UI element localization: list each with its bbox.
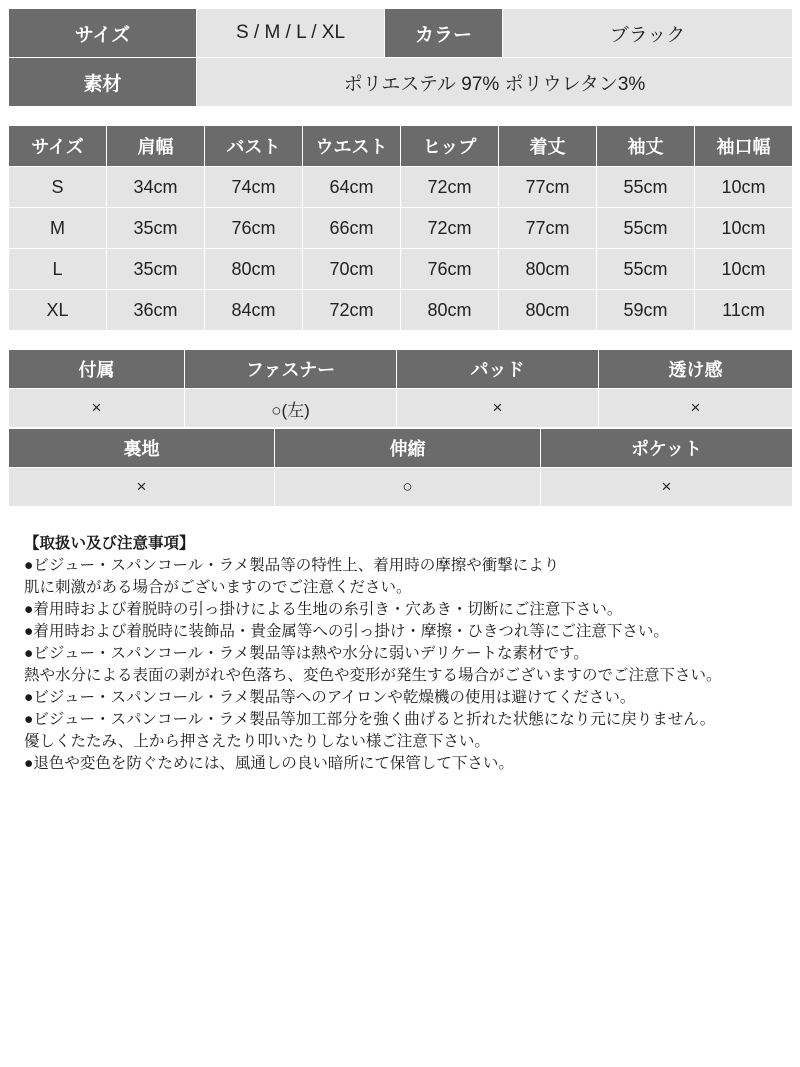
pocket-value-cell: ×	[541, 468, 793, 507]
col-header-waist: ウエスト	[303, 126, 401, 167]
sheerness-label-cell: 透け感	[599, 350, 793, 389]
cell-sleeve: 59cm	[597, 290, 695, 331]
feature-spec-body-2	[9, 429, 793, 507]
cell-length: 77cm	[499, 167, 597, 208]
table-row	[9, 249, 793, 290]
care-instructions	[8, 533, 792, 775]
table-row	[9, 468, 793, 507]
attachment-value-cell: ×	[9, 389, 185, 428]
table-row	[9, 126, 793, 167]
sheerness-value-cell: ×	[599, 389, 793, 428]
care-instructions-title: 【取扱い及び注意事項】	[24, 535, 195, 552]
cell-length: 80cm	[499, 249, 597, 290]
cell-waist: 64cm	[303, 167, 401, 208]
cell-shoulder: 35cm	[107, 249, 205, 290]
cell-hip: 76cm	[401, 249, 499, 290]
size-chart-head	[9, 126, 793, 167]
lining-label-cell: 裏地	[9, 429, 275, 468]
feature-spec-table-2	[8, 428, 793, 507]
cell-shoulder: 35cm	[107, 208, 205, 249]
cell-bust: 74cm	[205, 167, 303, 208]
col-header-shoulder: 肩幅	[107, 126, 205, 167]
size-value-cell: S / M / L / XL	[197, 9, 385, 58]
col-header-size: サイズ	[9, 126, 107, 167]
feature-spec-table	[8, 349, 793, 428]
cell-sleeve: 55cm	[597, 167, 695, 208]
cell-cuff: 10cm	[695, 167, 793, 208]
care-instruction-line: ●着用時および着脱時の引っ掛けによる生地の糸引き・穴あき・切断にご注意下さい。	[24, 601, 623, 618]
cell-waist: 66cm	[303, 208, 401, 249]
care-instruction-line: ●ビジュー・スパンコール・ラメ製品等の特性上、着用時の摩擦や衝撃により	[24, 557, 560, 574]
care-instruction-line: ●退色や変色を防ぐためには、風通しの良い暗所にて保管して下さい。	[24, 755, 514, 772]
table-row	[9, 58, 793, 107]
cell-hip: 72cm	[401, 167, 499, 208]
care-instruction-line: ●ビジュー・スパンコール・ラメ製品等は熱や水分に弱いデリケートな素材です。	[24, 645, 589, 662]
table-row	[9, 429, 793, 468]
cell-hip: 72cm	[401, 208, 499, 249]
cell-waist: 70cm	[303, 249, 401, 290]
cell-shoulder: 34cm	[107, 167, 205, 208]
table-row	[9, 350, 793, 389]
cell-sleeve: 55cm	[597, 208, 695, 249]
table-row	[9, 167, 793, 208]
table-row	[9, 290, 793, 331]
care-instruction-line: 優しくたたみ、上から押さえたり叩いたりしない様ご注意下さい。	[24, 733, 490, 750]
zipper-label-cell: ファスナー	[185, 350, 397, 389]
care-instruction-line: ●ビジュー・スパンコール・ラメ製品等加工部分を強く曲げると折れた状態になり元に戻りません。	[24, 711, 716, 728]
size-chart-body	[9, 167, 793, 331]
cell-bust: 80cm	[205, 249, 303, 290]
col-header-bust: バスト	[205, 126, 303, 167]
care-instruction-line: ●ビジュー・スパンコール・ラメ製品等へのアイロンや乾燥機の使用は避けてください。	[24, 689, 636, 706]
basic-info-body	[9, 9, 793, 107]
cell-length: 77cm	[499, 208, 597, 249]
pad-label-cell: パッド	[397, 350, 599, 389]
cell-size: L	[9, 249, 107, 290]
size-label-cell: サイズ	[9, 9, 197, 58]
cell-size: S	[9, 167, 107, 208]
care-instruction-line: ●着用時および着脱時に装飾品・貴金属等への引っ掛け・摩擦・ひきつれ等にご注意下さい。	[24, 623, 669, 640]
table-row	[9, 9, 793, 58]
col-header-length: 着丈	[499, 126, 597, 167]
material-label-cell: 素材	[9, 58, 197, 107]
cell-size: M	[9, 208, 107, 249]
cell-cuff: 10cm	[695, 249, 793, 290]
cell-sleeve: 55cm	[597, 249, 695, 290]
col-header-hip: ヒップ	[401, 126, 499, 167]
care-instruction-line: 熱や水分による表面の剥がれや色落ち、変色や変形が発生する場合がございますのでご注意下さい。	[24, 667, 722, 684]
basic-info-table	[8, 8, 793, 107]
col-header-cuff: 袖口幅	[695, 126, 793, 167]
table-row	[9, 389, 793, 428]
size-chart-table	[8, 125, 793, 331]
cell-cuff: 11cm	[695, 290, 793, 331]
cell-bust: 76cm	[205, 208, 303, 249]
table-row	[9, 208, 793, 249]
cell-size: XL	[9, 290, 107, 331]
cell-waist: 72cm	[303, 290, 401, 331]
stretch-label-cell: 伸縮	[275, 429, 541, 468]
cell-hip: 80cm	[401, 290, 499, 331]
feature-spec-body	[9, 350, 793, 428]
cell-length: 80cm	[499, 290, 597, 331]
stretch-value-cell: ○	[275, 468, 541, 507]
zipper-value-cell: ○(左)	[185, 389, 397, 428]
pad-value-cell: ×	[397, 389, 599, 428]
care-instruction-line: 肌に刺激がある場合がございますのでご注意ください。	[24, 579, 412, 596]
color-value-cell: ブラック	[503, 9, 793, 58]
lining-value-cell: ×	[9, 468, 275, 507]
cell-shoulder: 36cm	[107, 290, 205, 331]
col-header-sleeve: 袖丈	[597, 126, 695, 167]
cell-bust: 84cm	[205, 290, 303, 331]
pocket-label-cell: ポケット	[541, 429, 793, 468]
color-label-cell: カラー	[385, 9, 503, 58]
attachment-label-cell: 付属	[9, 350, 185, 389]
cell-cuff: 10cm	[695, 208, 793, 249]
material-value-cell: ポリエステル 97% ポリウレタン3%	[197, 58, 793, 107]
